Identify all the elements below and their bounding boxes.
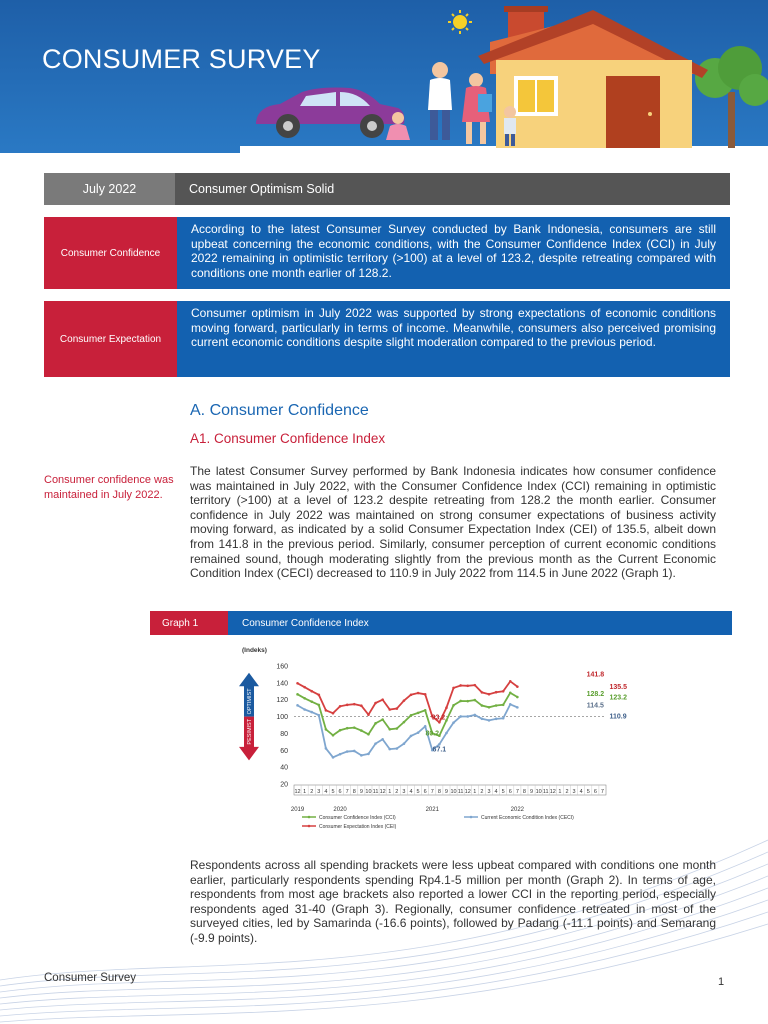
data-point	[303, 697, 306, 700]
data-point	[466, 685, 469, 688]
data-point	[346, 727, 349, 730]
data-point	[396, 727, 399, 730]
x-tick-label: 2	[480, 789, 484, 795]
y-tick-label: 100	[276, 714, 288, 722]
summary-box-label: Consumer Confidence	[44, 217, 177, 289]
x-tick-label: 1	[473, 789, 477, 795]
x-tick-label: 7	[345, 789, 349, 795]
data-point	[353, 750, 356, 753]
legend-label: Current Economic Condition Index (CECI)	[481, 815, 574, 821]
data-point	[488, 719, 491, 722]
data-point	[381, 738, 384, 741]
data-point	[325, 728, 328, 731]
data-point	[495, 691, 498, 694]
x-tick-label: 7	[515, 789, 519, 795]
point-label: 128.2	[586, 690, 605, 698]
x-tick-label: 4	[494, 789, 498, 795]
data-point	[303, 686, 306, 689]
data-point	[495, 704, 498, 707]
page-banner	[0, 0, 768, 153]
data-point	[410, 735, 413, 738]
legend-marker	[308, 816, 311, 819]
data-point	[509, 680, 512, 683]
data-point	[509, 703, 512, 706]
data-point	[339, 729, 342, 732]
x-tick-label: 6	[338, 789, 342, 795]
data-point	[303, 708, 306, 711]
data-point	[374, 742, 377, 745]
data-point	[417, 692, 420, 695]
y-tick-label: 40	[280, 764, 288, 772]
x-tick-label: 5	[416, 789, 420, 795]
tree-icon	[695, 46, 768, 148]
data-point	[388, 708, 391, 711]
data-point	[466, 715, 469, 718]
point-label: 141.8	[586, 671, 605, 679]
summary-box-text: Consumer optimism in July 2022 was supported by strong expectations of economic conditions moving forward, particularly in terms of income. Meanwhile, consumers also perceived promising current economic conditions despite slight moderation compared to the previous period.	[177, 301, 730, 377]
x-tick-label: 2	[395, 789, 399, 795]
body-paragraph-1: The latest Consumer Survey performed by Bank Indonesia indicates how consumer confidence was maintained in July 2022, with the Consumer Confidence Index (CCI) remaining in optimistic territory (>100) at a level of 123.2 despite retreating from 128.2 the month earlier. Consumer confidence in July 2022 was maintained on strong consumer expectations of business activity moving forward, as indicated by a solid Consumer Expectation Index (CEI) of 135.5, albeit down from 141.8 in the previous period. Similarly, consumer perception of current economic conditions remained sound, though moderating slightly from the previous month as the Current Economic Condition Index (CECI) decreased to 110.9 in July 2022 from 114.5 in June 2022 (Graph 1).	[190, 464, 716, 581]
sun-icon	[448, 10, 472, 34]
data-point	[396, 707, 399, 710]
x-tick-label: 8	[522, 789, 526, 795]
year-label: 2019	[290, 807, 305, 813]
data-point	[481, 704, 484, 707]
data-point	[495, 718, 498, 721]
data-point	[388, 748, 391, 751]
section-heading: A. Consumer Confidence	[190, 402, 369, 419]
pesimist-label: PESIMIST	[247, 718, 253, 745]
page-number: 1	[718, 976, 725, 988]
x-tick-label: 3	[317, 789, 321, 795]
data-point	[360, 729, 363, 732]
x-tick-label: 11	[372, 789, 379, 795]
x-tick-label: 6	[593, 789, 597, 795]
section-subheading: A1. Consumer Confidence Index	[190, 431, 386, 446]
x-tick-label: 7	[430, 789, 434, 795]
summary-box-consumer-expectation	[44, 301, 730, 377]
data-point	[318, 704, 321, 707]
cci-line-chart	[232, 640, 632, 840]
data-point	[516, 685, 519, 688]
legend-marker	[470, 816, 473, 819]
data-point	[459, 684, 462, 687]
y-tick-label: 120	[276, 697, 288, 705]
banner-title: CONSUMER SURVEY	[42, 44, 321, 74]
year-label: 2020	[333, 807, 347, 813]
y-tick-label: 20	[280, 781, 288, 789]
data-point	[310, 690, 313, 693]
data-point	[403, 721, 406, 724]
data-point	[424, 693, 427, 696]
legend-label: Consumer Expectation Index (CEI)	[319, 824, 397, 830]
x-tick-label: 3	[572, 789, 576, 795]
data-point	[466, 700, 469, 703]
x-tick-label: 8	[352, 789, 356, 795]
x-tick-label: 5	[586, 789, 590, 795]
data-point	[332, 734, 335, 737]
point-label: 110.9	[609, 713, 627, 721]
data-point	[516, 696, 519, 699]
x-tick-label: 9	[359, 789, 363, 795]
x-tick-label: 5	[331, 789, 335, 795]
data-point	[332, 712, 335, 715]
x-tick-label: 7	[600, 789, 604, 795]
data-point	[367, 713, 370, 716]
graph-title: Consumer Confidence Index	[228, 611, 732, 635]
x-tick-label: 11	[542, 789, 549, 795]
data-point	[403, 699, 406, 702]
data-point	[452, 687, 455, 690]
x-tick-label: 1	[303, 789, 307, 795]
summary-box-text: According to the latest Consumer Survey conducted by Bank Indonesia, consumers are still upbeat concerning the economic conditions, with the Consumer Confidence Index (CCI) in July 2022 remaining in optimistic territory (>100) at a level of 123.2, despite retreating compared with conditions one month earlier of 128.2.	[177, 217, 730, 289]
data-point	[424, 709, 427, 712]
x-tick-label: 8	[437, 789, 441, 795]
data-point	[353, 726, 356, 729]
data-point	[474, 699, 477, 702]
x-tick-label: 3	[487, 789, 491, 795]
legend-marker	[308, 825, 311, 828]
data-point	[360, 704, 363, 707]
data-point	[367, 753, 370, 756]
data-point	[445, 732, 448, 735]
data-point	[388, 728, 391, 731]
y-tick-label: 60	[280, 747, 288, 755]
data-point	[381, 698, 384, 701]
data-point	[488, 706, 491, 709]
data-point	[424, 725, 427, 728]
data-point	[296, 704, 299, 707]
x-tick-label: 6	[423, 789, 427, 795]
series-line	[298, 693, 518, 736]
data-point	[502, 690, 505, 693]
x-tick-label: 12	[464, 789, 471, 795]
legend-label: Consumer Confidence Index (CCI)	[319, 815, 396, 821]
data-point	[502, 717, 505, 720]
data-point	[396, 747, 399, 750]
data-point	[339, 753, 342, 756]
data-point	[381, 718, 384, 721]
summary-box-consumer-confidence	[44, 217, 730, 289]
data-point	[296, 682, 299, 685]
x-tick-label: 1	[558, 789, 562, 795]
data-point	[346, 704, 349, 707]
x-tick-label: 4	[579, 789, 583, 795]
x-tick-label: 1	[388, 789, 392, 795]
x-tick-label: 12	[549, 789, 556, 795]
data-point	[438, 743, 441, 746]
side-note: Consumer confidence was maintained in July 2022.	[44, 474, 174, 501]
data-point	[445, 719, 448, 722]
x-tick-label: 12	[379, 789, 386, 795]
data-point	[509, 692, 512, 695]
data-point	[452, 721, 455, 724]
data-point	[325, 709, 328, 712]
data-point	[481, 691, 484, 694]
data-point	[488, 693, 491, 696]
data-point	[318, 694, 321, 697]
report-header-row	[44, 173, 730, 205]
data-point	[438, 721, 441, 724]
point-label: 135.5	[609, 684, 627, 692]
y-tick-label: 160	[276, 663, 288, 671]
x-tick-label: 2	[310, 789, 314, 795]
data-point	[452, 704, 455, 707]
data-point	[474, 684, 477, 687]
x-tick-label: 5	[501, 789, 505, 795]
graph-label: Graph 1	[150, 611, 228, 635]
x-tick-label: 9	[530, 789, 534, 795]
data-point	[339, 705, 342, 708]
y-tick-label: 140	[276, 680, 288, 688]
data-point	[403, 742, 406, 745]
data-point	[296, 693, 299, 696]
family-house-illustration	[240, 0, 768, 153]
data-point	[502, 703, 505, 706]
x-tick-label: 11	[457, 789, 464, 795]
data-point	[353, 703, 356, 706]
data-point	[445, 706, 448, 709]
x-tick-label: 4	[409, 789, 413, 795]
y-tick-label: 80	[280, 730, 288, 738]
x-tick-label: 10	[450, 789, 457, 795]
x-tick-label: 4	[324, 789, 328, 795]
data-point	[459, 700, 462, 703]
data-point	[410, 714, 413, 717]
data-point	[325, 747, 328, 750]
data-point	[481, 717, 484, 720]
x-tick-label: 3	[402, 789, 406, 795]
series-line	[298, 681, 518, 722]
point-label: 80.2	[425, 730, 440, 738]
data-point	[310, 711, 313, 714]
data-point	[459, 715, 462, 718]
x-tick-label: 10	[365, 789, 372, 795]
data-point	[318, 714, 321, 717]
point-label: 123.2	[609, 694, 627, 702]
report-headline: Consumer Optimism Solid	[175, 173, 730, 205]
body-paragraph-2: Respondents across all spending brackets were less upbeat compared with conditions one month earlier, particularly respondents spending Rp4.1-5 million per month (Graph 2). In terms of age, respondents from most age brackets also reported a lower CCI in the reporting period, especially respondents aged 31-40 (Graph 3). Regionally, consumer confidence retreated in most of the surveyed cities, led by Samarinda (-16.6 points), followed by Padang (-11.1 points) and Semarang (-9.9 points).	[190, 858, 716, 945]
data-point	[346, 750, 349, 753]
report-period: July 2022	[44, 173, 175, 205]
data-point	[374, 722, 377, 725]
car-icon	[256, 88, 404, 139]
data-point	[332, 756, 335, 759]
point-label: 114.5	[586, 702, 604, 710]
optimist-label: OPTIMIST	[247, 688, 253, 715]
y-axis-label: (Indeks)	[242, 647, 267, 654]
data-point	[516, 706, 519, 709]
year-label: 2022	[510, 807, 525, 813]
footer-title: Consumer Survey	[44, 972, 137, 984]
data-point	[410, 693, 413, 696]
point-label: 67.1	[432, 746, 447, 754]
data-point	[417, 712, 420, 715]
year-label: 2021	[425, 807, 439, 813]
data-point	[474, 714, 477, 717]
x-tick-label: 2	[565, 789, 569, 795]
data-point	[310, 700, 313, 703]
x-tick-label: 10	[535, 789, 542, 795]
x-tick-label: 12	[294, 789, 301, 795]
data-point	[367, 733, 370, 736]
data-point	[417, 731, 420, 734]
graph-header	[150, 611, 732, 635]
data-point	[360, 754, 363, 757]
x-tick-label: 9	[444, 789, 448, 795]
x-tick-label: 6	[508, 789, 512, 795]
summary-box-label: Consumer Expectation	[44, 301, 177, 377]
data-point	[374, 702, 377, 705]
point-label: 93.2	[431, 714, 446, 722]
